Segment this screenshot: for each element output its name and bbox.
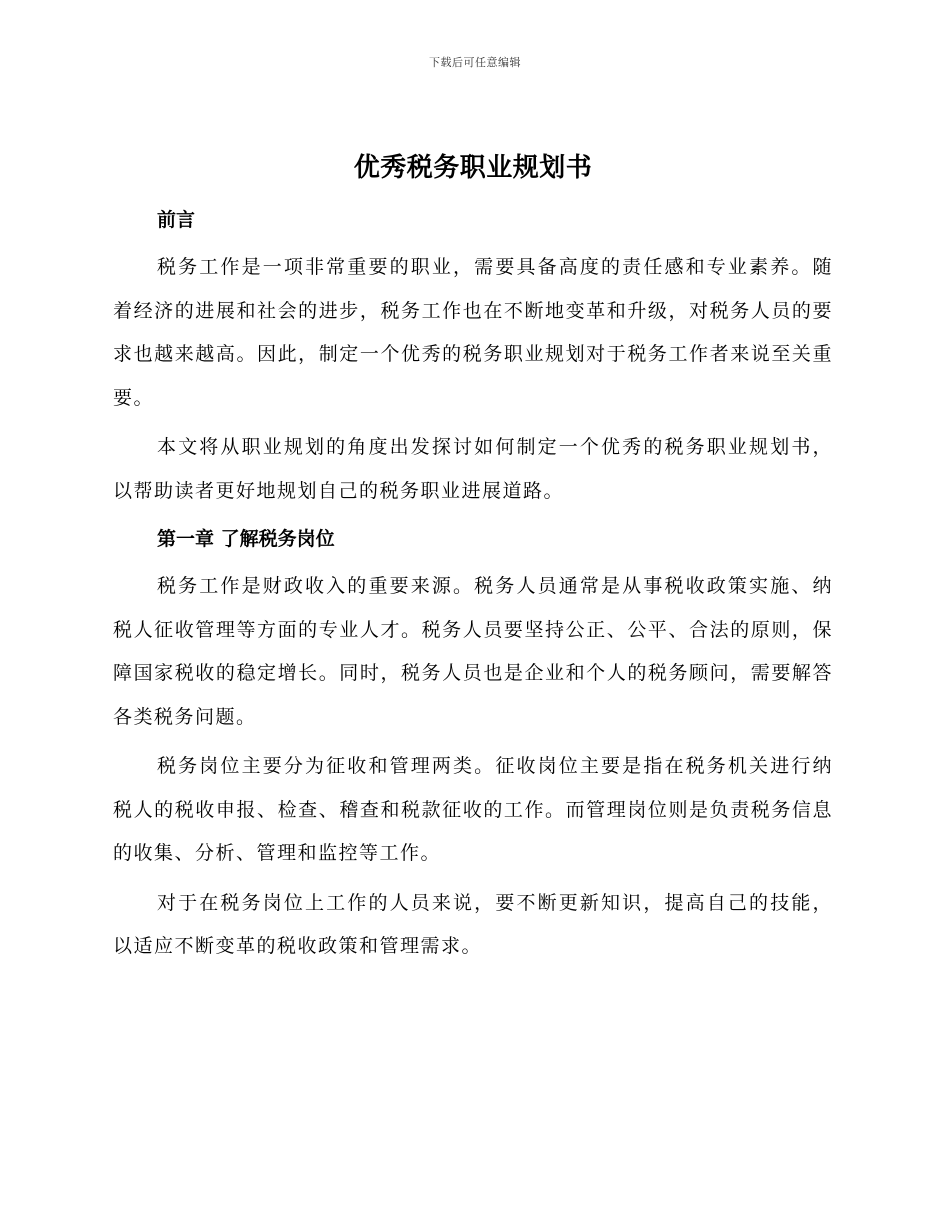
paragraph: 本文将从职业规划的角度出发探讨如何制定一个优秀的税务职业规划书，以帮助读者更好地规划自己的税务职业进展道路。 xyxy=(113,436,833,502)
section-preface xyxy=(113,200,833,513)
paragraph: 对于在税务岗位上工作的人员来说，要不断更新知识，提高自己的技能，以适应不断变革的税收政策和管理需求。 xyxy=(113,891,833,957)
section-heading: 前言 xyxy=(157,209,196,231)
section-heading: 第一章 了解税务岗位 xyxy=(157,528,335,550)
paragraph: 税务岗位主要分为征收和管理两类。征收岗位主要是指在税务机关进行纳税人的税收申报、检查、稽查和税款征收的工作。而管理岗位则是负责税务信息的收集、分析、管理和监控等工作。 xyxy=(113,755,833,864)
document-body xyxy=(113,148,833,975)
page-header-note: 下载后可任意编辑 xyxy=(429,56,521,69)
paragraph: 税务工作是一项非常重要的职业，需要具备高度的责任感和专业素养。随着经济的进展和社会的进步，税务工作也在不断地变革和升级，对税务人员的要求也越来越高。因此，制定一个优秀的税务职业规划对于税务工作者来说至关重要。 xyxy=(113,256,833,409)
document-title: 优秀税务职业规划书 xyxy=(353,153,593,183)
section-chapter-one xyxy=(113,519,833,969)
paragraph: 税务工作是财政收入的重要来源。税务人员通常是从事税收政策实施、纳税人征收管理等方面的专业人才。税务人员要坚持公正、公平、合法的原则，保障国家税收的稳定增长。同时，税务人员也是企业和个人的税务顾问，需要解答各类税务问题。 xyxy=(113,575,833,728)
